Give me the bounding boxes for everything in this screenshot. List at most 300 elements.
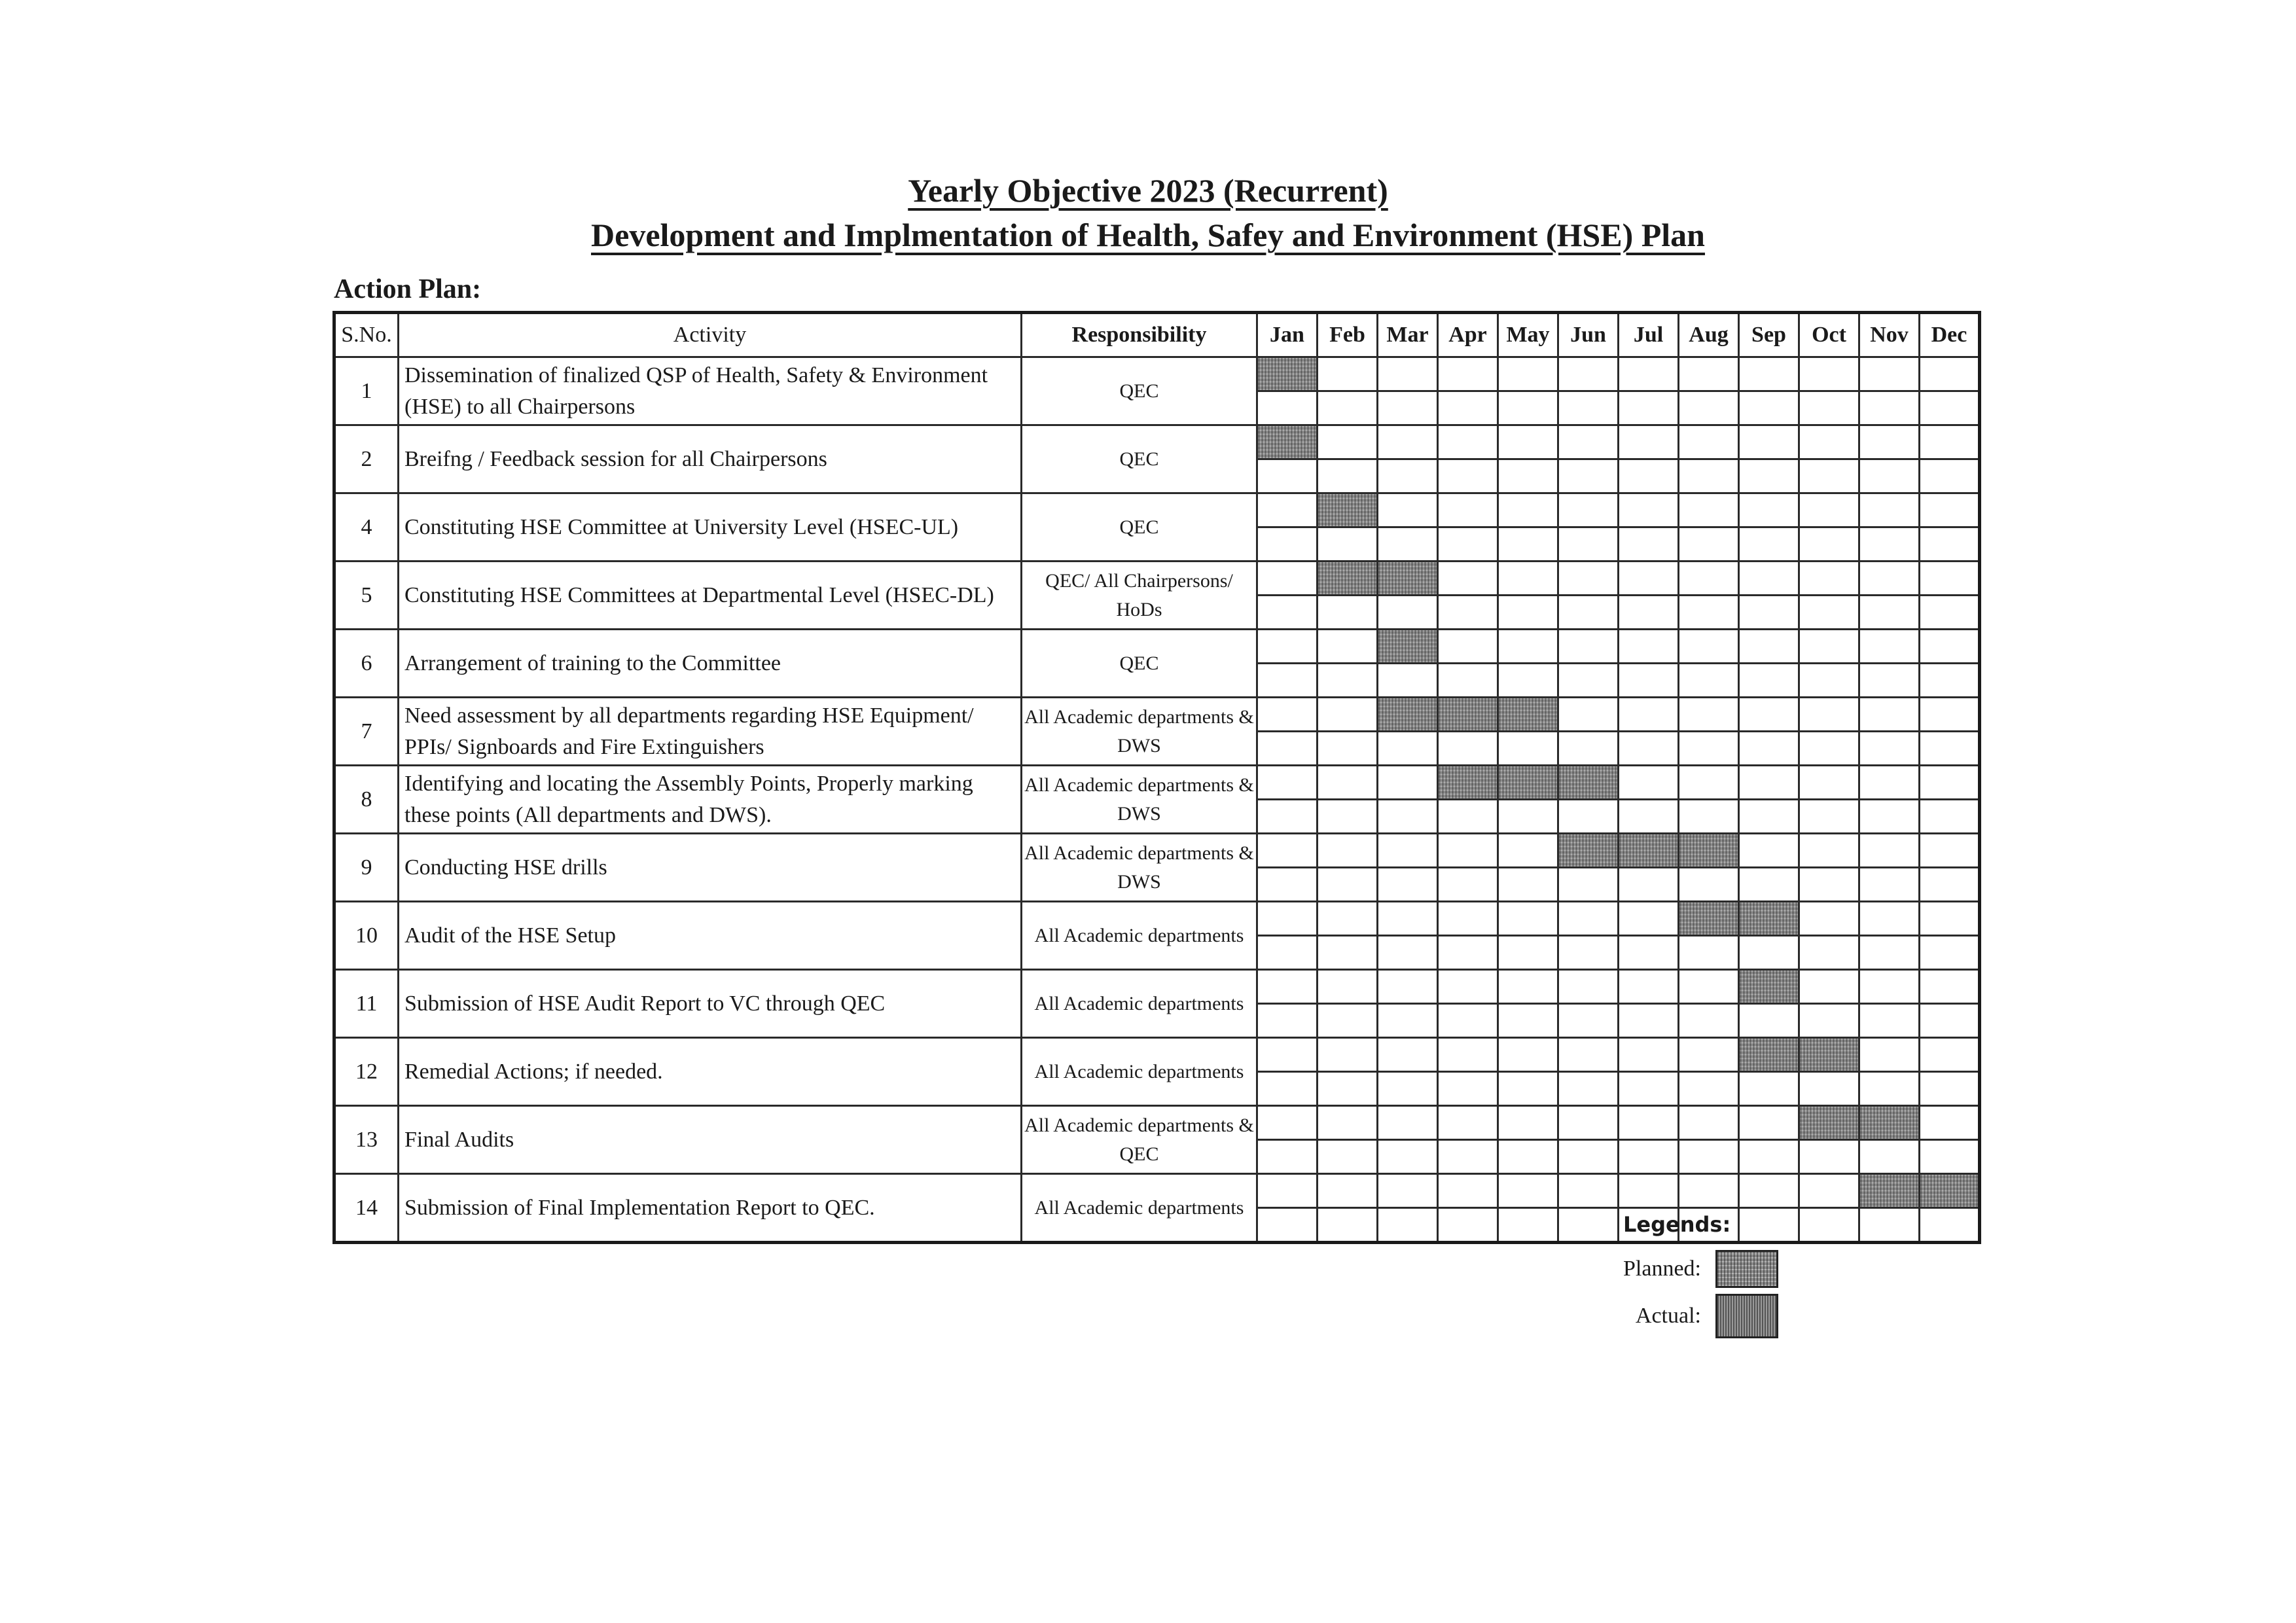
actual-cell-nov [1859,596,1920,630]
row-activity: Constituting HSE Committee at University Level (HSEC-UL) [399,493,1022,562]
actual-cell-feb [1318,1004,1378,1038]
month-cell-aug [1679,630,1739,664]
planned-cell-jul [1619,834,1679,868]
month-cell-jan [1257,970,1318,1004]
month-cell-jul [1619,1106,1679,1140]
actual-cell-dec [1920,1208,1980,1243]
action-plan-table [332,311,1981,1244]
actual-cell-dec [1920,664,1980,698]
actual-cell-aug [1679,800,1739,834]
actual-cell-aug [1679,1140,1739,1174]
month-cell-sep [1739,493,1799,527]
actual-cell-nov [1859,936,1920,970]
actual-cell-sep [1739,664,1799,698]
actual-cell-jan [1257,391,1318,425]
month-cell-feb [1318,1106,1378,1140]
actual-cell-oct [1799,459,1859,493]
month-cell-nov [1859,902,1920,936]
month-cell-aug [1679,1174,1739,1208]
month-cell-nov [1859,766,1920,800]
actual-cell-jun [1558,664,1619,698]
month-cell-jul [1619,493,1679,527]
month-cell-aug [1679,698,1739,732]
month-cell-jul [1619,357,1679,391]
actual-cell-jul [1619,1004,1679,1038]
row-activity: Identifying and locating the Assembly Points, Properly marking these points (All departments and DWS). [399,766,1022,834]
month-cell-aug [1679,1106,1739,1140]
month-cell-dec [1920,902,1980,936]
actual-cell-jan [1257,459,1318,493]
month-cell-sep [1739,357,1799,391]
table-row [334,493,1980,527]
actual-cell-apr [1438,391,1498,425]
month-cell-nov [1859,493,1920,527]
actual-cell-dec [1920,1072,1980,1106]
actual-cell-aug [1679,868,1739,902]
month-cell-jan [1257,902,1318,936]
row-responsibility: QEC [1022,493,1257,562]
actual-cell-may [1498,1072,1558,1106]
month-cell-oct [1799,357,1859,391]
header-month-mar: Mar [1378,313,1438,357]
row-activity: Need assessment by all departments regarding HSE Equipment/ PPIs/ Signboards and Fire Extinguishers [399,698,1022,766]
legend-planned [1623,1249,1778,1289]
actual-cell-jul [1619,868,1679,902]
month-cell-oct [1799,698,1859,732]
actual-cell-may [1498,1004,1558,1038]
actual-cell-apr [1438,459,1498,493]
legend-title: Legends: [1623,1212,1731,1237]
month-cell-nov [1859,630,1920,664]
month-cell-jul [1619,562,1679,596]
actual-cell-feb [1318,868,1378,902]
planned-cell-sep [1739,1038,1799,1072]
actual-cell-mar [1378,936,1438,970]
month-cell-may [1498,425,1558,459]
month-cell-oct [1799,562,1859,596]
planned-cell-oct [1799,1038,1859,1072]
actual-cell-oct [1799,527,1859,562]
actual-cell-aug [1679,596,1739,630]
month-cell-mar [1378,1106,1438,1140]
actual-cell-oct [1799,800,1859,834]
document-subtitle: Development and Implmentation of Health, Safey and Environment (HSE) Plan [591,217,1705,253]
actual-cell-oct [1799,391,1859,425]
row-sno: 6 [334,630,399,698]
actual-cell-dec [1920,732,1980,766]
month-cell-sep [1739,630,1799,664]
row-activity: Arrangement of training to the Committee [399,630,1022,698]
row-responsibility: QEC/ All Chairpersons/ HoDs [1022,562,1257,630]
month-cell-jun [1558,902,1619,936]
row-responsibility: QEC [1022,357,1257,425]
table-row [334,970,1980,1004]
actual-cell-sep [1739,1004,1799,1038]
actual-cell-sep [1739,936,1799,970]
actual-cell-apr [1438,936,1498,970]
actual-cell-apr [1438,596,1498,630]
planned-cell-nov [1859,1174,1920,1208]
plan-body [334,357,1980,1243]
planned-cell-apr [1438,698,1498,732]
month-cell-apr [1438,1174,1498,1208]
header-responsibility: Responsibility [1022,313,1257,357]
actual-cell-feb [1318,664,1378,698]
actual-cell-may [1498,527,1558,562]
actual-cell-nov [1859,664,1920,698]
month-cell-sep [1739,562,1799,596]
row-activity: Dissemination of finalized QSP of Health, Safety & Environment (HSE) to all Chairpersons [399,357,1022,425]
actual-cell-feb [1318,936,1378,970]
month-cell-mar [1378,766,1438,800]
month-cell-aug [1679,493,1739,527]
month-cell-jan [1257,766,1318,800]
actual-cell-feb [1318,1140,1378,1174]
month-cell-feb [1318,902,1378,936]
actual-cell-mar [1378,868,1438,902]
header-activity: Activity [399,313,1022,357]
month-cell-mar [1378,425,1438,459]
actual-cell-apr [1438,1004,1498,1038]
actual-cell-jul [1619,1072,1679,1106]
actual-cell-jan [1257,664,1318,698]
table-row [334,902,1980,936]
row-sno: 5 [334,562,399,630]
actual-cell-oct [1799,732,1859,766]
table-row [334,834,1980,868]
actual-cell-jan [1257,800,1318,834]
month-cell-aug [1679,970,1739,1004]
month-cell-oct [1799,834,1859,868]
month-cell-apr [1438,630,1498,664]
month-cell-nov [1859,425,1920,459]
month-cell-may [1498,1038,1558,1072]
planned-cell-dec [1920,1174,1980,1208]
actual-cell-aug [1679,732,1739,766]
actual-cell-aug [1679,527,1739,562]
table-row [334,766,1980,800]
month-cell-apr [1438,1038,1498,1072]
actual-cell-nov [1859,1208,1920,1243]
actual-cell-aug [1679,1004,1739,1038]
actual-cell-jun [1558,527,1619,562]
actual-cell-mar [1378,596,1438,630]
month-cell-mar [1378,970,1438,1004]
actual-cell-apr [1438,664,1498,698]
actual-cell-mar [1378,391,1438,425]
actual-cell-jan [1257,868,1318,902]
actual-cell-jan [1257,1140,1318,1174]
actual-cell-nov [1859,1072,1920,1106]
month-cell-mar [1378,1174,1438,1208]
month-cell-jan [1257,698,1318,732]
month-cell-nov [1859,357,1920,391]
month-cell-oct [1799,1174,1859,1208]
row-sno: 13 [334,1106,399,1174]
month-cell-apr [1438,970,1498,1004]
planned-cell-jun [1558,766,1619,800]
actual-cell-jul [1619,936,1679,970]
planned-cell-jan [1257,357,1318,391]
month-cell-mar [1378,357,1438,391]
month-cell-jan [1257,1106,1318,1140]
month-cell-feb [1318,630,1378,664]
actual-cell-jan [1257,1072,1318,1106]
actual-cell-mar [1378,459,1438,493]
actual-cell-may [1498,391,1558,425]
actual-cell-nov [1859,527,1920,562]
actual-cell-nov [1859,800,1920,834]
actual-cell-apr [1438,1208,1498,1243]
month-cell-jan [1257,562,1318,596]
month-cell-jul [1619,425,1679,459]
actual-cell-jun [1558,868,1619,902]
actual-cell-apr [1438,1140,1498,1174]
header-month-aug: Aug [1679,313,1739,357]
row-responsibility: All Academic departments [1022,1174,1257,1243]
month-cell-jun [1558,357,1619,391]
month-cell-dec [1920,834,1980,868]
month-cell-aug [1679,1038,1739,1072]
planned-cell-mar [1378,698,1438,732]
actual-cell-jun [1558,1208,1619,1243]
document-title: Yearly Objective 2023 (Recurrent) [908,172,1388,209]
month-cell-aug [1679,425,1739,459]
planned-cell-mar [1378,630,1438,664]
row-sno: 1 [334,357,399,425]
table-row [334,1038,1980,1072]
month-cell-dec [1920,1038,1980,1072]
month-cell-feb [1318,1038,1378,1072]
actual-cell-jun [1558,596,1619,630]
month-cell-oct [1799,630,1859,664]
month-cell-apr [1438,834,1498,868]
legend-planned-label: Planned: [1623,1257,1701,1281]
actual-cell-dec [1920,527,1980,562]
actual-swatch [1715,1294,1778,1338]
row-responsibility: QEC [1022,425,1257,493]
month-cell-dec [1920,562,1980,596]
row-activity: Conducting HSE drills [399,834,1022,902]
planned-cell-sep [1739,970,1799,1004]
actual-cell-apr [1438,527,1498,562]
actual-cell-mar [1378,732,1438,766]
month-cell-jun [1558,493,1619,527]
month-cell-dec [1920,493,1980,527]
month-cell-feb [1318,970,1378,1004]
month-cell-feb [1318,357,1378,391]
actual-cell-mar [1378,527,1438,562]
month-cell-nov [1859,562,1920,596]
actual-cell-feb [1318,391,1378,425]
month-cell-jul [1619,902,1679,936]
actual-cell-jun [1558,1072,1619,1106]
actual-cell-nov [1859,732,1920,766]
planned-cell-feb [1318,493,1378,527]
month-cell-aug [1679,562,1739,596]
actual-cell-apr [1438,868,1498,902]
actual-cell-jun [1558,459,1619,493]
actual-cell-feb [1318,596,1378,630]
month-cell-may [1498,493,1558,527]
actual-cell-jul [1619,800,1679,834]
actual-cell-dec [1920,1140,1980,1174]
actual-cell-mar [1378,1140,1438,1174]
month-cell-apr [1438,902,1498,936]
month-cell-nov [1859,698,1920,732]
actual-cell-sep [1739,527,1799,562]
row-activity: Constituting HSE Committees at Departmental Level (HSEC-DL) [399,562,1022,630]
row-sno: 12 [334,1038,399,1106]
actual-cell-jan [1257,936,1318,970]
actual-cell-jan [1257,732,1318,766]
actual-cell-apr [1438,800,1498,834]
planned-cell-jan [1257,425,1318,459]
actual-cell-jun [1558,732,1619,766]
month-cell-jun [1558,1174,1619,1208]
actual-cell-dec [1920,868,1980,902]
actual-cell-sep [1739,1140,1799,1174]
month-cell-jul [1619,1038,1679,1072]
month-cell-nov [1859,834,1920,868]
actual-cell-jul [1619,527,1679,562]
month-cell-apr [1438,425,1498,459]
month-cell-jul [1619,630,1679,664]
actual-cell-may [1498,459,1558,493]
planned-cell-oct [1799,1106,1859,1140]
actual-cell-aug [1679,1072,1739,1106]
month-cell-jul [1619,970,1679,1004]
row-activity: Remedial Actions; if needed. [399,1038,1022,1106]
month-cell-oct [1799,493,1859,527]
legend-actual-label: Actual: [1635,1304,1701,1328]
actual-cell-dec [1920,391,1980,425]
actual-cell-nov [1859,1004,1920,1038]
month-cell-sep [1739,834,1799,868]
actual-cell-jul [1619,1140,1679,1174]
actual-cell-apr [1438,1072,1498,1106]
actual-cell-may [1498,1140,1558,1174]
table-row [334,1106,1980,1140]
month-cell-feb [1318,834,1378,868]
actual-cell-oct [1799,1208,1859,1243]
actual-cell-oct [1799,596,1859,630]
actual-cell-aug [1679,391,1739,425]
actual-cell-jan [1257,1208,1318,1243]
month-cell-jun [1558,562,1619,596]
month-cell-dec [1920,970,1980,1004]
month-cell-jan [1257,1038,1318,1072]
actual-cell-feb [1318,1208,1378,1243]
actual-cell-jan [1257,527,1318,562]
row-responsibility: All Academic departments [1022,902,1257,970]
actual-cell-jun [1558,1140,1619,1174]
header-month-sep: Sep [1739,313,1799,357]
row-sno: 4 [334,493,399,562]
month-cell-jul [1619,766,1679,800]
actual-cell-mar [1378,1004,1438,1038]
actual-cell-may [1498,936,1558,970]
actual-cell-aug [1679,664,1739,698]
actual-cell-oct [1799,1004,1859,1038]
row-responsibility: All Academic departments & QEC [1022,1106,1257,1174]
month-cell-apr [1438,562,1498,596]
header-month-dec: Dec [1920,313,1980,357]
actual-cell-aug [1679,936,1739,970]
month-cell-feb [1318,698,1378,732]
actual-cell-sep [1739,868,1799,902]
actual-cell-jul [1619,459,1679,493]
month-cell-jul [1619,698,1679,732]
planned-cell-apr [1438,766,1498,800]
actual-cell-feb [1318,459,1378,493]
month-cell-apr [1438,1106,1498,1140]
month-cell-dec [1920,766,1980,800]
actual-cell-sep [1739,800,1799,834]
actual-cell-sep [1739,1072,1799,1106]
actual-cell-jan [1257,596,1318,630]
actual-cell-jun [1558,800,1619,834]
actual-cell-may [1498,868,1558,902]
table-row [334,562,1980,596]
header-month-may: May [1498,313,1558,357]
actual-cell-feb [1318,732,1378,766]
actual-cell-mar [1378,800,1438,834]
month-cell-oct [1799,425,1859,459]
table-row [334,630,1980,664]
table-row [334,698,1980,732]
actual-cell-may [1498,800,1558,834]
month-cell-nov [1859,1038,1920,1072]
header-month-jul: Jul [1619,313,1679,357]
legend-actual [1623,1296,1778,1336]
header-row [334,313,1980,357]
actual-cell-oct [1799,664,1859,698]
planned-cell-nov [1859,1106,1920,1140]
month-cell-mar [1378,1038,1438,1072]
header-month-jan: Jan [1257,313,1318,357]
actual-cell-jul [1619,732,1679,766]
month-cell-aug [1679,766,1739,800]
actual-cell-nov [1859,868,1920,902]
month-cell-jul [1619,1174,1679,1208]
table-row [334,357,1980,391]
month-cell-may [1498,357,1558,391]
actual-cell-jul [1619,596,1679,630]
row-sno: 2 [334,425,399,493]
actual-cell-sep [1739,732,1799,766]
actual-cell-aug [1679,459,1739,493]
month-cell-oct [1799,902,1859,936]
row-sno: 8 [334,766,399,834]
row-activity: Breifng / Feedback session for all Chairpersons [399,425,1022,493]
actual-cell-nov [1859,391,1920,425]
actual-cell-mar [1378,664,1438,698]
row-activity: Final Audits [399,1106,1022,1174]
month-cell-jan [1257,1174,1318,1208]
month-cell-apr [1438,357,1498,391]
planned-cell-feb [1318,562,1378,596]
month-cell-mar [1378,493,1438,527]
month-cell-feb [1318,425,1378,459]
actual-cell-may [1498,1208,1558,1243]
actual-cell-nov [1859,1140,1920,1174]
actual-cell-feb [1318,1072,1378,1106]
planned-cell-aug [1679,834,1739,868]
table-row [334,425,1980,459]
month-cell-oct [1799,766,1859,800]
actual-cell-jun [1558,391,1619,425]
